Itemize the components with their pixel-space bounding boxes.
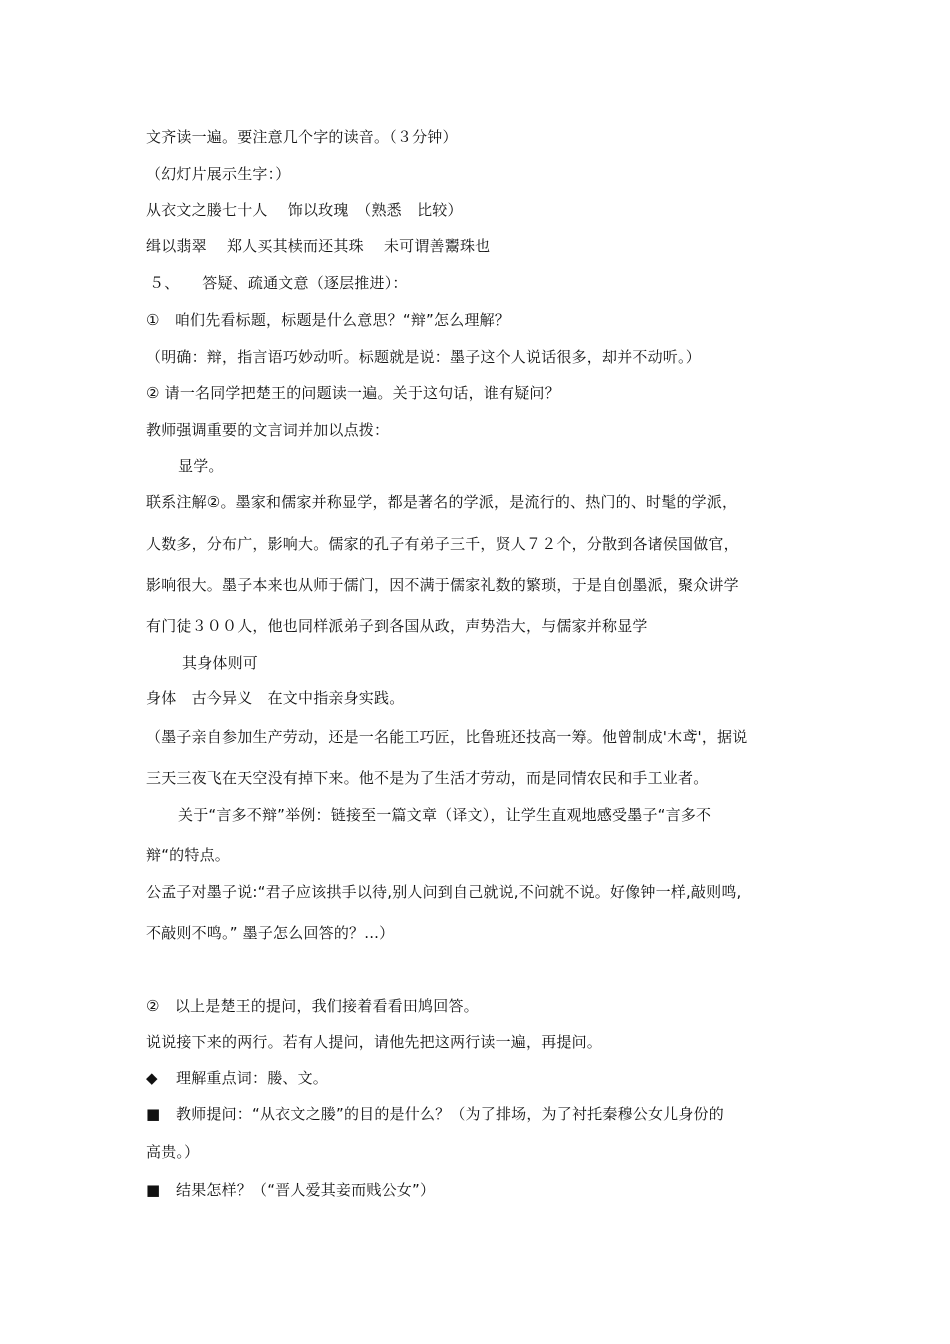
text-line: 身体 古今异义 在文中指亲身实践。 — [146, 689, 405, 707]
bullet-text: 结果怎样？（“晋人爱其妾而贱公女”） — [176, 1181, 436, 1199]
section-heading: ５、 答疑、疏通文意（逐层推进）： — [149, 274, 408, 292]
text-line: ② 请一名同学把楚王的问题读一遍。关于这句话，谁有疑问？ — [146, 384, 560, 402]
text-line: 辩“的特点。 — [146, 846, 230, 864]
text-line: 从衣文之媵七十人 饰以玫瑰 （熟悉 比较） — [146, 201, 463, 219]
text-line: ② 以上是楚王的提问，我们接着看看田鸠回答。 — [146, 997, 479, 1015]
bullet-line — [146, 1180, 435, 1200]
text-line: 高贵。） — [146, 1143, 200, 1161]
bullet-text: 理解重点词：媵、文。 — [176, 1069, 329, 1087]
text-line: 不敲则不鸣。” 墨子怎么回答的？...） — [146, 924, 395, 942]
text-line: 教师强调重要的文言词并加以点拨： — [146, 421, 390, 439]
diamond-bullet-icon: ◆ — [146, 1069, 158, 1087]
text-line: ① 咱们先看标题，标题是什么意思？“辩”怎么理解？ — [146, 311, 510, 329]
square-bullet-icon: ■ — [146, 1105, 161, 1123]
text-line: 有门徒３００人，他也同样派弟子到各国从政，声势浩大，与儒家并称显学 — [146, 617, 648, 635]
text-line: 说说接下来的两行。若有人提问，请他先把这两行读一遍，再提问。 — [146, 1033, 603, 1051]
text-line: 公孟子对墨子说:“君子应该拱手以待,别人问到自己就说,不问就不说。好像钟一样,敲则鸣, — [146, 883, 742, 901]
square-bullet-icon: ■ — [146, 1181, 161, 1199]
bullet-line — [146, 1104, 724, 1124]
text-line: （墨子亲自参加生产劳动，还是一名能工巧匠，比鲁班还技高一筹。他曾制成'木鸢'，据说 — [146, 728, 748, 746]
text-line: 文齐读一遍。要注意几个字的读音。（３分钟） — [146, 128, 458, 146]
text-line: 人数多，分布广，影响大。儒家的孔子有弟子三千，贤人７２个，分散到各诸侯国做官， — [146, 535, 739, 553]
text-line: 影响很大。墨子本来也从师于儒门，因不满于儒家礼数的繁琐，于是自创墨派，聚众讲学 — [146, 576, 739, 594]
text-line: 缉以翡翠 郑人买其椟而还其珠 未可谓善鬻珠也 — [146, 237, 491, 255]
bullet-text: 教师提问：“从衣文之媵”的目的是什么？（为了排场，为了衬托秦穆公女儿身份的 — [176, 1105, 724, 1123]
text-line: 其身体则可 — [182, 654, 259, 672]
text-line: （幻灯片展示生字：） — [146, 165, 291, 183]
text-line: 显学。 — [178, 457, 224, 475]
bullet-line — [146, 1068, 328, 1088]
text-line: 关于“言多不辩”举例：链接至一篇文章（译文），让学生直观地感受墨子“言多不 — [178, 806, 712, 824]
text-line: （明确：辩，指言语巧妙动听。标题就是说：墨子这个人说话很多，却并不动听。） — [146, 348, 701, 366]
text-line: 三天三夜飞在天空没有掉下来。他不是为了生活才劳动，而是同情农民和手工业者。 — [146, 769, 709, 787]
text-line: 联系注解②。墨家和儒家并称显学，都是著名的学派，是流行的、热门的、时髦的学派， — [146, 493, 738, 511]
